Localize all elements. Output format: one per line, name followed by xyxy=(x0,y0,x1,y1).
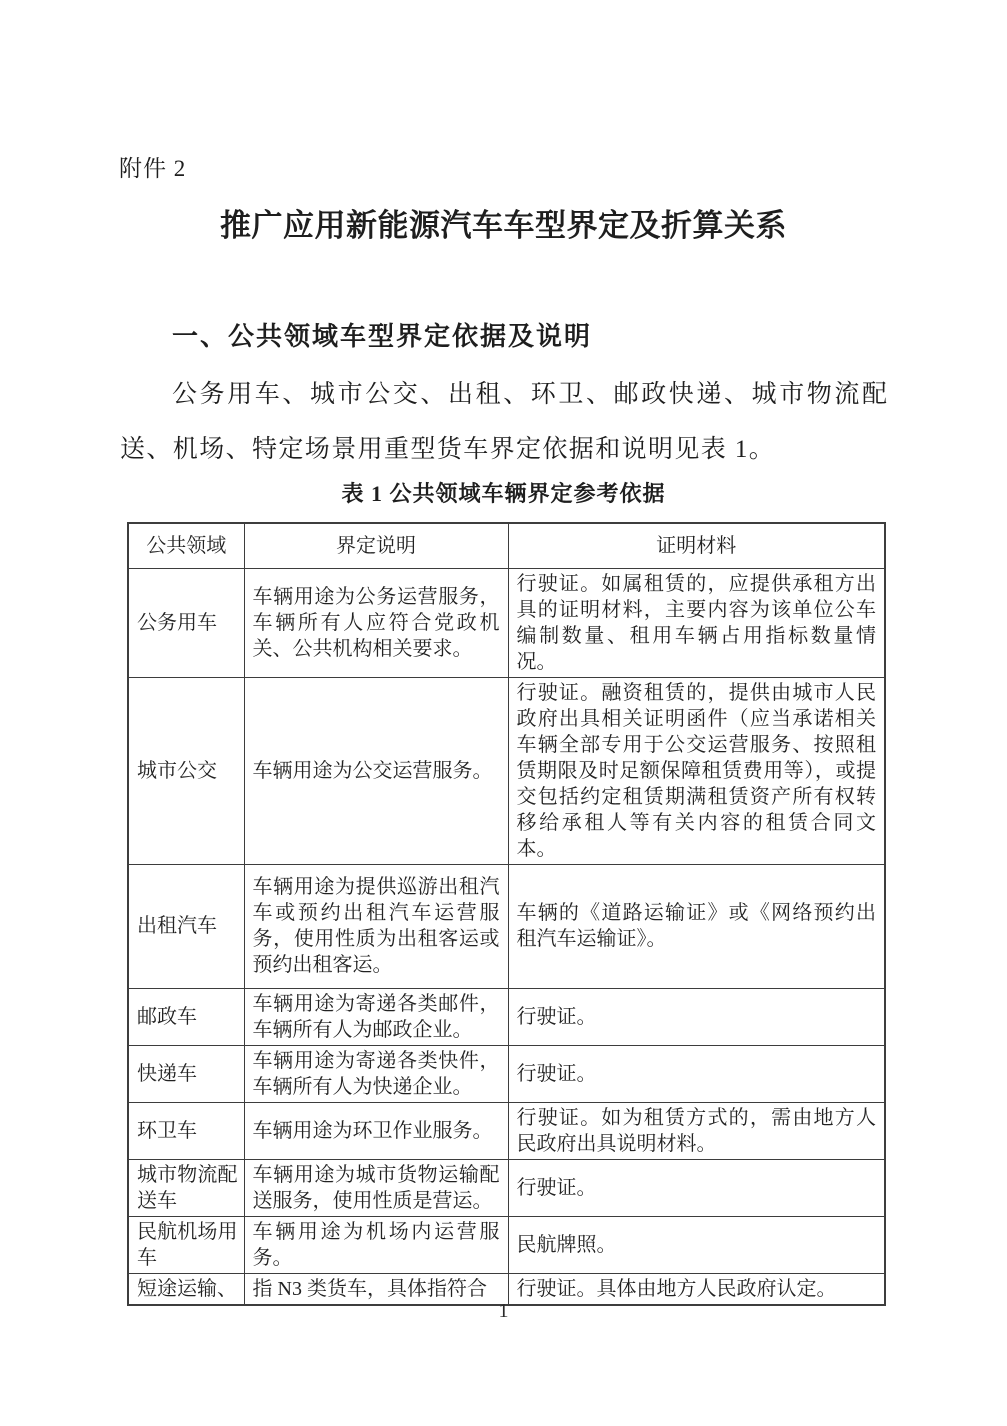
cell-area: 短途运输、 xyxy=(128,1273,244,1305)
cell-definition: 车辆用途为城市货物运输配送服务，使用性质是营运。 xyxy=(244,1159,508,1216)
cell-definition: 车辆用途为环卫作业服务。 xyxy=(244,1102,508,1159)
attachment-label: 附件 2 xyxy=(119,156,187,181)
table-row xyxy=(128,568,885,677)
cell-proof: 民航牌照。 xyxy=(508,1216,885,1273)
cell-area: 民航机场用车 xyxy=(128,1216,244,1273)
page-number: 1 xyxy=(498,1300,509,1322)
cell-proof: 车辆的《道路运输证》或《网络预约出租汽车运输证》。 xyxy=(508,864,885,988)
cell-definition: 指 N3 类货车，具体指符合 xyxy=(244,1273,508,1305)
table-header-row xyxy=(128,523,885,568)
cell-area: 邮政车 xyxy=(128,988,244,1045)
cell-definition: 车辆用途为提供巡游出租汽车或预约出租汽车运营服务，使用性质为出租客运或预约出租客运。 xyxy=(244,864,508,988)
cell-area: 公务用车 xyxy=(128,568,244,677)
cell-proof: 行驶证。如为租赁方式的，需由地方人民政府出具说明材料。 xyxy=(508,1102,885,1159)
cell-proof: 行驶证。融资租赁的，提供由城市人民政府出具相关证明函件（应当承诺相关车辆全部专用于公交运营服务、按照租赁期限及时足额保障租赁费用等），或提交包括约定租赁期满租赁资产所有权转移给承租人等有关内容的租赁合同文本。 xyxy=(508,677,885,864)
header-cell-proof: 证明材料 xyxy=(508,523,885,568)
cell-proof: 行驶证。具体由地方人民政府认定。 xyxy=(508,1273,885,1305)
body-paragraph-line: 公务用车、城市公交、出租、环卫、邮政快递、城市物流配 xyxy=(172,381,890,408)
vehicle-definition-table xyxy=(127,522,886,1306)
table-row xyxy=(128,1216,885,1273)
cell-area: 快递车 xyxy=(128,1045,244,1102)
cell-proof: 行驶证。如属租赁的，应提供承租方出具的证明材料，主要内容为该单位公车编制数量、租用车辆占用指标数量情况。 xyxy=(508,568,885,677)
table-row xyxy=(128,1102,885,1159)
table-row xyxy=(128,1045,885,1102)
cell-definition: 车辆用途为寄递各类邮件，车辆所有人为邮政企业。 xyxy=(244,988,508,1045)
table-caption: 表 1 公共领域车辆界定参考依据 xyxy=(341,481,666,506)
cell-proof: 行驶证。 xyxy=(508,1159,885,1216)
header-cell-public-area: 公共领域 xyxy=(128,523,244,568)
cell-area: 出租汽车 xyxy=(128,864,244,988)
header-cell-definition: 界定说明 xyxy=(244,523,508,568)
cell-definition: 车辆用途为公交运营服务。 xyxy=(244,677,508,864)
cell-area: 环卫车 xyxy=(128,1102,244,1159)
section-heading: 一、公共领域车型界定依据及说明 xyxy=(172,321,593,351)
cell-definition: 车辆用途为机场内运营服务。 xyxy=(244,1216,508,1273)
document-title: 推广应用新能源汽车车型界定及折算关系 xyxy=(220,208,787,243)
table-row xyxy=(128,677,885,864)
cell-definition: 车辆用途为寄递各类快件，车辆所有人为快递企业。 xyxy=(244,1045,508,1102)
table-row xyxy=(128,988,885,1045)
cell-definition: 车辆用途为公务运营服务，车辆所有人应符合党政机关、公共机构相关要求。 xyxy=(244,568,508,677)
cell-proof: 行驶证。 xyxy=(508,1045,885,1102)
table-row xyxy=(128,1159,885,1216)
cell-area: 城市物流配送车 xyxy=(128,1159,244,1216)
cell-proof: 行驶证。 xyxy=(508,988,885,1045)
body-paragraph-line: 送、机场、特定场景用重型货车界定依据和说明见表 1。 xyxy=(120,436,776,463)
table-row xyxy=(128,864,885,988)
cell-area: 城市公交 xyxy=(128,677,244,864)
